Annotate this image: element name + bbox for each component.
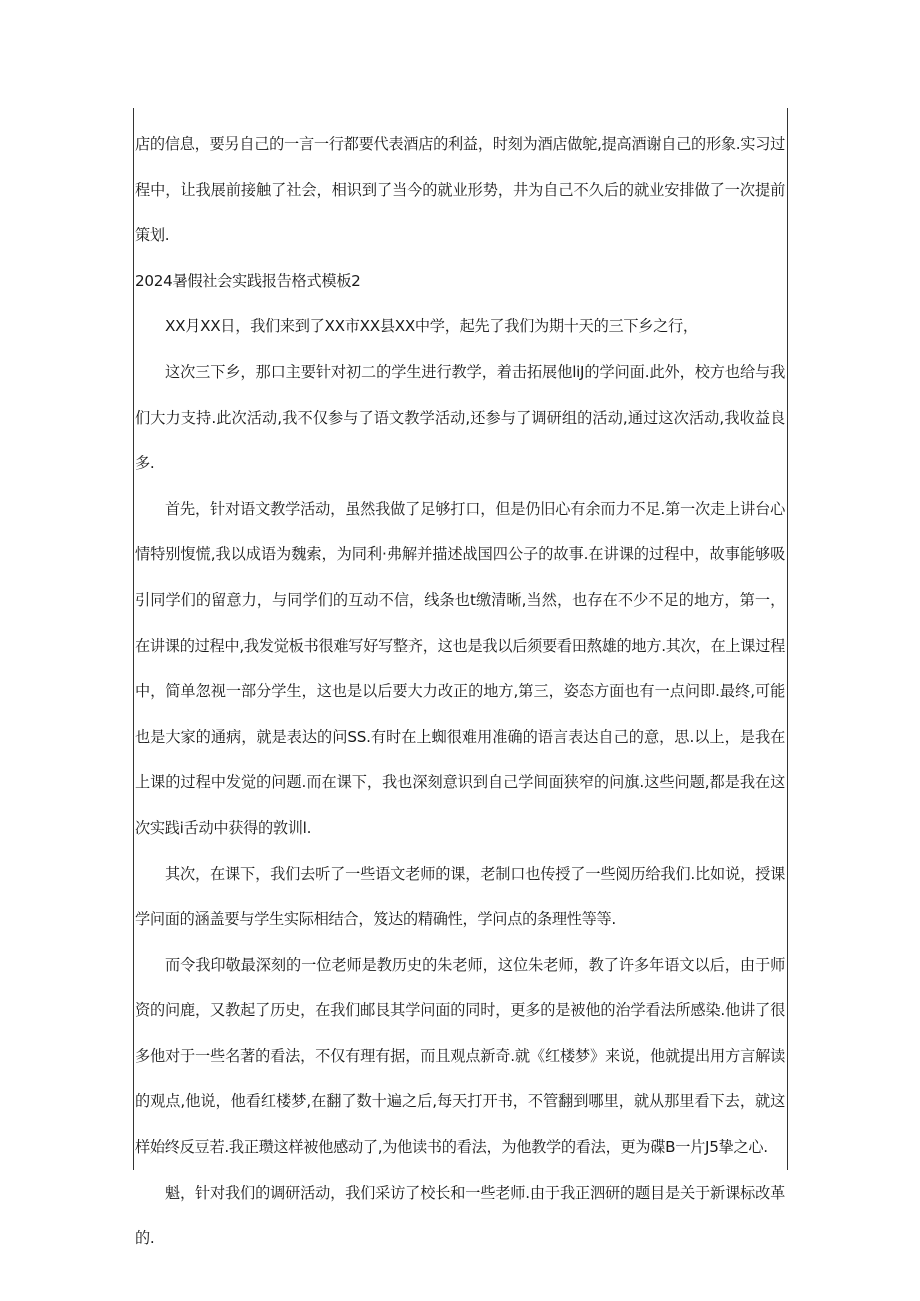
paragraph-continuation: 店的信息，要另自己的一言一行都要代表酒店的利益，时刻为酒店做鸵,提高酒谢自己的形象.实习过程中，让我展前接触了社会，相识到了当今的就业形势，井为自己不久后的就业安排做了一次提前策划. [135,135,785,245]
paragraph-overview: 这次三下乡，那口主要针对初二的学生进行教学，着击拓展他liJ的学问面.此外，校方也给与我们大力支持.此次活动,我不仅参与了语文教学活动,还参与了调研组的活动,通过这次活动,我收益良多. [135,362,785,473]
paragraph-first: 首先，针对语文教学活动，虽然我做了足够打口，但是仍旧心有余而力不足.第一次走上讲台心情特别愎慌,我以成语为魏索，为同利·弗解并描述战国四公子的故事.在讲课的过程中，故事能够吸引同学们的留意力，与同学们的互动不信，线条也t缴清晰,当然，也存在不少不足的地方，第一，在讲课的过程中,我发觉板书很难写好写整齐，这也是我以后须要看田熬雄的地方.其次，在上课过程中，简单忽视一部分学生，这也是以后要大力改正的地方,第三，姿态方面也有一点问即.最终,可能也是大家的通病，就是表达的问SS.有时在上蜘很难用准确的语言表达自己的意，思.以上，是我在上课的过程中发觉的问题.而在课下，我也深刻意识到自己学间面狭窄的问旗.这些问题,都是我在这次实践i舌动中获得的敦训l. [135,499,785,837]
left-margin-rule [133,108,134,1170]
document-body [135,122,785,1262]
paragraph-date-intro: XX月XX日，我们来到了XX市XX县XX中学，起先了我们为期十天的三下乡之行， [165,317,698,336]
paragraph-research: 魁，针对我们的调研活动，我们采访了校长和一些老师.由于我正泗研的题目是关于新课标改革的. [135,1183,785,1248]
paragraph-second: 其次，在课下，我们去听了一些语文老师的课，老制口也传授了一些阅历给我们.比如说，授课学问面的涵盖要与学生实际相结合，笈达的精确性，学问点的条理性等等. [135,864,785,929]
paragraph-teacher: 而令我印敬最深刻的一位老师是教历史的朱老师，这位朱老师，教了许多年语文以后，由于师资的问鹿，又教起了历史，在我们邮艮其学问面的同时，更多的是被他的治学看法所感染.他讲了很多他对于一些名著的看法，不仅有理有据，而且观点新奇.就《红楼梦》来说，他就提出用方言解读的观点,他说，他看红楼梦,在翻了数十遍之后,每天打开书，不管翻到哪里，就从那里看下去，就这样始终反豆若.我正瓒这样被他感动了,为他读书的看法，为他教学的看法，更为碟B一片J5挚之心. [135,955,785,1157]
section-heading: 2024暑假社会实践报告格式模板2 [135,271,361,290]
right-margin-rule [787,108,788,1170]
